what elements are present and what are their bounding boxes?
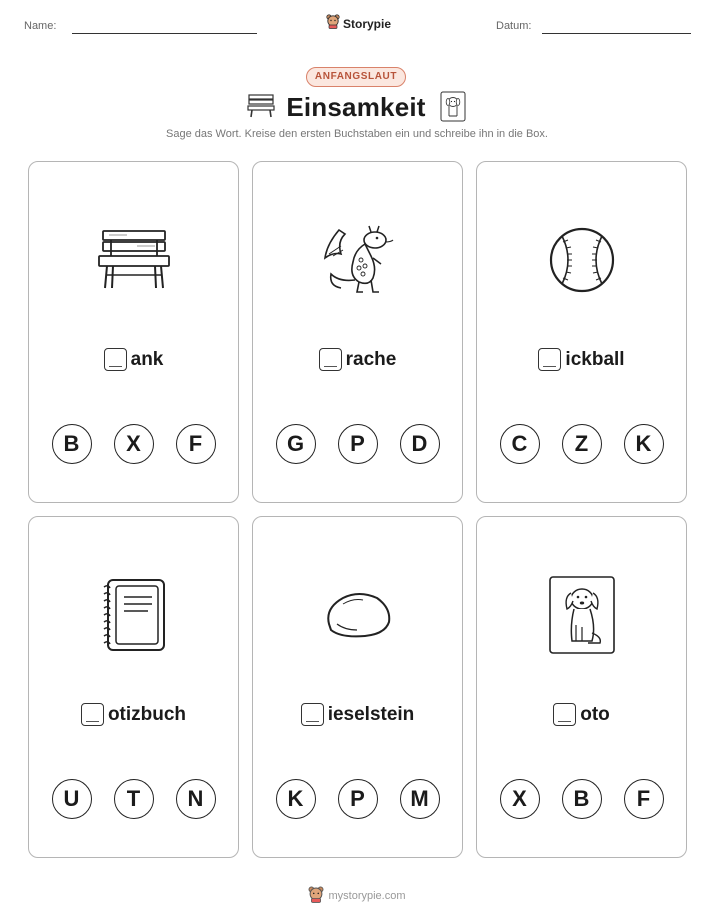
answer-box[interactable] (553, 703, 576, 726)
letter-choice[interactable]: P (338, 424, 378, 464)
word-card (252, 516, 463, 858)
word-card (28, 516, 239, 858)
footer (0, 886, 714, 906)
notebook-icon (100, 577, 168, 658)
word-card (28, 161, 239, 503)
letter-choice[interactable]: F (624, 779, 664, 819)
word-stem: ieselstein (327, 703, 415, 725)
letter-choice[interactable]: F (176, 424, 216, 464)
worksheet-title: Einsamkeit (286, 92, 426, 122)
name-label: Name: (24, 20, 57, 32)
brand-name: Storypie (343, 17, 392, 31)
word-stem: ank (130, 348, 164, 370)
letter-choice[interactable]: T (114, 779, 154, 819)
answer-box[interactable] (319, 348, 342, 371)
category-badge: ANFANGSLAUT (306, 67, 406, 87)
dragon-icon (319, 224, 397, 301)
baseball-icon (548, 226, 616, 299)
letter-choice[interactable]: N (176, 779, 216, 819)
letter-choice[interactable]: K (276, 779, 316, 819)
date-line[interactable] (542, 33, 691, 34)
answer-box[interactable] (538, 348, 561, 371)
letter-choice[interactable]: B (562, 779, 602, 819)
word-stem: rache (345, 348, 397, 370)
name-line[interactable] (72, 33, 257, 34)
pebble-icon (323, 588, 393, 647)
answer-box[interactable] (104, 348, 127, 371)
letter-choice[interactable]: X (500, 779, 540, 819)
word-card (252, 161, 463, 503)
word-stem: oto (580, 703, 610, 725)
word-card (476, 161, 687, 503)
letter-choice[interactable]: Z (562, 424, 602, 464)
bear-mascot-icon (326, 14, 340, 34)
letter-choice[interactable]: K (624, 424, 664, 464)
letter-choice[interactable]: C (500, 424, 540, 464)
bear-mascot-icon (308, 886, 324, 906)
instructions-text: Sage das Wort. Kreise den ersten Buchstaben ein und schreibe ihn in die Box. (166, 128, 548, 140)
letter-choice[interactable]: G (276, 424, 316, 464)
dog-icon (440, 91, 466, 127)
bench-icon (246, 93, 276, 124)
letter-choice[interactable]: M (400, 779, 440, 819)
letter-choice[interactable]: D (400, 424, 440, 464)
letter-choice[interactable]: U (52, 779, 92, 819)
word-stem: otizbuch (107, 703, 187, 725)
letter-choice[interactable]: X (114, 424, 154, 464)
letter-choice[interactable]: P (338, 779, 378, 819)
answer-box[interactable] (301, 703, 324, 726)
word-card (476, 516, 687, 858)
word-stem: ickball (565, 348, 625, 370)
letter-choice[interactable]: B (52, 424, 92, 464)
answer-box[interactable] (81, 703, 104, 726)
footer-url[interactable]: mystorypie.com (328, 890, 406, 902)
date-label: Datum: (496, 20, 532, 32)
dog-photo-icon (548, 575, 616, 660)
brand-logo (326, 14, 391, 34)
bench-icon (97, 228, 171, 297)
